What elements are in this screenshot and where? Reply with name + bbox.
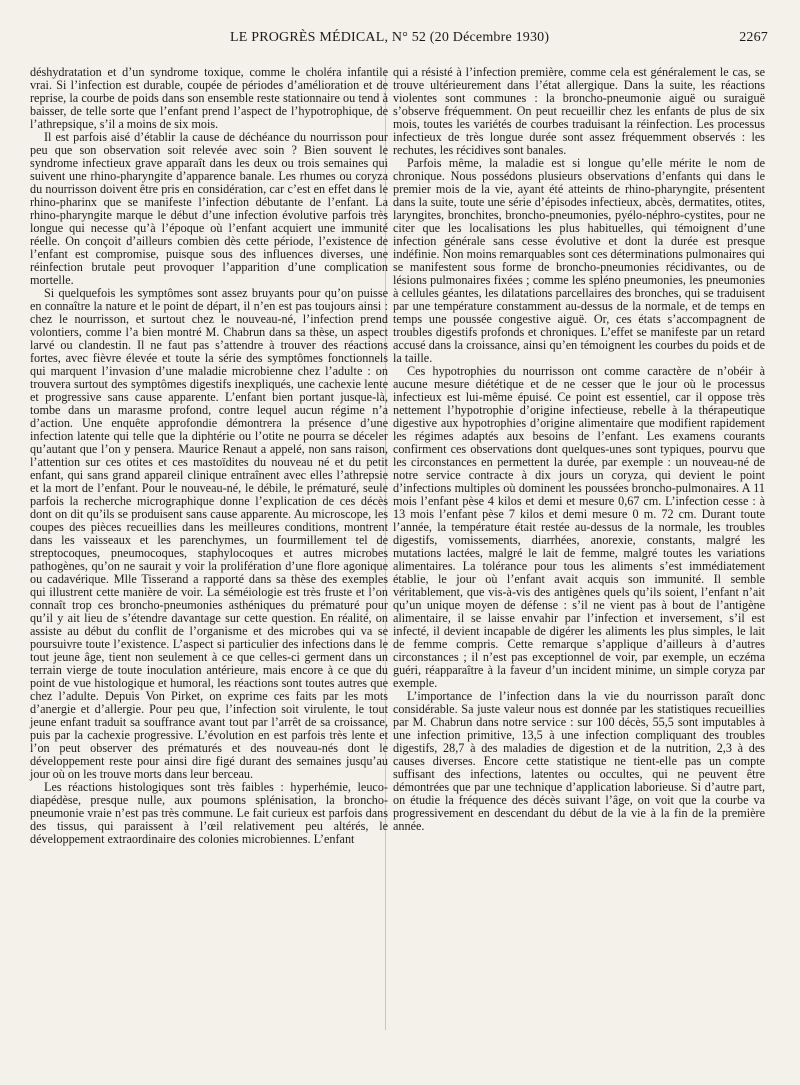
paragraph: Parfois même, la maladie est si longue qu’elle mérite le nom de chronique. Nous possédons plusieurs observations d’enfants qui dans le premier mois de la vie, ayant été atteints de rhino-pharyngite, présentent dans la suite, toute une série d’épisodes infectieux, abcès, dermatites, otites, laryngites, bronchites, broncho-pneumonies, pyélo-néphro-cystites, pour ne citer que les localisations les plus habituelles, qui témoignent d’une infection générale sans cesse évolutive et dont la durée est presque indéfinie. Non moins remarquables sont ces déterminations pulmonaires qui se manifestent sous forme de broncho-pneumonies récidivantes, ou de lésions pulmonaires fixées ; comme les spléno pneumonies, les pneumonies à cellules géantes, les dilatations parcellaires des bronches, qui se traduisent par une température constamment au-dessus de la normale, et de temps en temps une poussée congestive aiguë. Or, ces états s’accompagnent de troubles digestifs profonds et chroniques. L’effet se manifeste par un retard accusé dans la croissance, ainsi qu’en témoignent les courbes du poids et de la taille. [393, 156, 765, 365]
right-column [393, 66, 765, 833]
running-header [30, 30, 768, 52]
journal-title: LE PROGRÈS MÉDICAL, N° 52 (20 Décembre 1930) [230, 30, 550, 45]
left-column [30, 66, 388, 846]
page-number: 2267 [739, 30, 768, 45]
paragraph: L’importance de l’infection dans la vie du nourrisson paraît donc considérable. Sa juste valeur nous est donnée par les statistiques recueillies par M. Chabrun dans notre service : sur 100 décès, 55,5 sont imputables à une infection primitive, 13,5 à une infection compliquant des troubles digestifs, 28,7 à des maladies de digestion et de la nutrition, 2,3 à des causes diverses. Encore cette statistique ne tient-elle pas un compte suffisant des infections, latentes ou occultes, qui ne peuvent être démontrées que par une technique d’application laborieuse. Si d’autre part, on étudie la fréquence des décès suivant l’âge, on voit que la courbe va progressivement en descendant du début de la vie à la fin de la première année. [393, 689, 765, 833]
paragraph: Les réactions histologiques sont très faibles : hyperhémie, leuco-diapédèse, presque nulle, aux poumons splénisation, la broncho-pneumonie vraie n’est pas très commune. Le fait curieux est parfois dans des tissus, qui paraissent à l’œil relativement peu altérés, le développement extraordinaire des colonies microbiennes. L’enfant [30, 780, 388, 846]
paragraph: Ces hypotrophies du nourrisson ont comme caractère de n’obéir à aucune mesure diététique et de ne cesser que le jour où le processus infectieux est lui-même épuisé. Ce point est essentiel, car il oppose très nettement l’hypotrophie d’origine infectieuse, rebelle à la thérapeutique digestive aux hypotrophies d’origine alimentaire que modifient rapidement les régimes adaptés aux besoins de l’enfant. Les examens courants confirment ces observations dont quelques-unes sont typiques, pourvu que les circonstances en permettent la durée, par exemple : un nouveau-né de notre service contracte à dix jours un coryza, qui devient le point d’infections multiples où dominent les poussées broncho-pulmonaires. A 11 mois l’enfant pèse 4 kilos et demi et mesure 0,67 cm. L’infection cesse : à 13 mois l’enfant pèse 7 kilos et demi mesure 0 m. 72 cm. Durant toute l’année, la température était restée au-dessus de la normale, les troubles digestifs, vomissements, diarrhées, anorexie, constants, malgré les mutations lactées, malgré le lait de femme, malgré toutes les variations alimentaires. La tolérance pour tous les aliments s’est immédiatement établie, le jour où l’enfant avait acquis son immunité. Il semble véritablement, que vis-à-vis des antigènes quels qu’ils soient, l’enfant n’ait qu’un unique moyen de défense : s’il ne vient pas à bout de l’antigène alimentaire, il se laisse envahir par l’infection et inversement, s’il est infecté, il devient incapable de digérer les aliments les plus simples, le lait de femme compris. Cette remarque s’applique d’ailleurs à d’autres circonstances ; il n’est pas exceptionnel de voir, par exemple, un eczéma guéri, réapparaître à la faveur d’un incident minime, un simple coryza par exemple. [393, 364, 765, 690]
paragraph: qui a résisté à l’infection première, comme cela est généralement le cas, se trouve ultérieurement dans l’état allergique. Dans la suite, les réactions violentes sont communes : la broncho-pneumonie aiguë ou suraiguë s’observe fréquemment. On peut recueillir chez les enfants de plus de six mois, toutes les variétés de courbes traduisant la réinfection. Les processus infectieux de très longue durée sont assez fréquemment observés : les rechutes, les récidives sont banales. [393, 65, 765, 157]
paragraph: Il est parfois aisé d’établir la cause de déchéance du nourrisson pour peu que son observation soit relevée avec soin ? Bien souvent le syndrome infectieux grave apparaît dans les deux ou trois semaines qui suivent une rhino-pharyngite d’apparence banale. Les rhumes ou coryza du nourrisson doivent être pris en considération, car c’est en effet dans le rhino-pharinx que se manifeste l’infection débutante de l’enfant. La rhino-pharyngite marque le début d’une infection évolutive parfois très longue qui necesse qu’à l’époque où l’enfant acquiert une immunité réelle. On conçoit d’ailleurs combien dès cette période, l’existence de l’enfant est compromise, puisque sous des influences diverses, une réinfection brutale peut provoquer l’apparition d’une complication mortelle. [30, 130, 388, 287]
paragraph: Si quelquefois les symptômes sont assez bruyants pour qu’on puisse en connaître la nature et le point de départ, il n’en est pas toujours ainsi : chez le nourrisson, et surtout chez le nouveau-né, l’infection prend volontiers, comme l’a bien montré M. Chabrun dans sa thèse, un aspect larvé ou clandestin. Il ne faut pas s’attendre à trouver des réactions fortes, avec fièvre élevée et toute la série des symptômes fonctionnels qui marquent l’invasion d’une maladie microbienne chez l’adulte : on trouvera surtout des symptômes digestifs inexpliqués, une cachexie lente et progressive sans cause apparente. L’enfant bien portant jusque-là, tombe dans un marasme profond, contre lequel aucun régime n’a d’action. Une enquête approfondie démontrera la présence d’une infection latente qui telle que la diphtérie ou l’otite ne pourra se déceler qu’autant que l’on y pensera. Maurice Renaut a appelé, non sans raison, l’attention sur ces otites et ces mastoïdites du nouveau né et du petit enfant, qui sans grand appareil clinique entraînent avec elles l’athrepsie et la mort de l’enfant. Pour le nouveau-né, le débile, le prématuré, seule parfois la recherche micrographique donne l’explication de ces décès dont on dit qu’ils se produisent sans cause apparente. Au microscope, les coupes des pièces recueillies dans les meilleures conditions, montrent dans les vaisseaux et les parenchymes, un fourmillement tel de streptocoques, pneumocoques, staphylocoques et autres microbes pathogènes, qu’on ne saurait y voir la prolifération d’une flore agonique ou cadavérique. Mlle Tisserand a rapporté dans sa thèse des exemples qui illustrent cette manière de voir. La séméiologie est très fruste et l’on connaît trop ces broncho-pneumonies asthéniques du prématuré pour qu’il y ait lieu de s’étendre davantage sur cette question. En réalité, on assiste au début du conflit de l’organisme et des microbes qui va se poursuivre toute l’existence. L’aspect si particulier des infections dans le tout jeune âge, tient non seulement à ce que celles-ci germent dans un terrain vierge de toute inoculation antérieure, mais encore à ce que du point de vue histologique et humoral, les réactions sont toutes autres que chez l’adulte. Depuis Von Pirket, on exprime ces faits par les mots d’anergie et d’allergie. Pour peu que, l’infection soit virulente, le tout jeune enfant traduit sa souffrance avant tout par l’arrêt de sa croissance, puis par la cachexie progressive. L’évolution en est parfois très lente et l’on peut observer des prématurés et des nouveau-nés dont le développement reste pour ainsi dire figé durant des semaines jusqu’au jour où on les trouve morts dans leur berceau. [30, 286, 388, 781]
paragraph: déshydratation et d’un syndrome toxique, comme le choléra infantile vrai. Si l’infection est durable, coupée de périodes d’amélioration et de reprise, la courbe de poids dans son ensemble reste stationnaire ou tend à baisser, de telle sorte que l’enfant prend l’aspect de l’hypotrophique, de l’athrepsique, s’il a moins de six mois. [30, 65, 388, 131]
